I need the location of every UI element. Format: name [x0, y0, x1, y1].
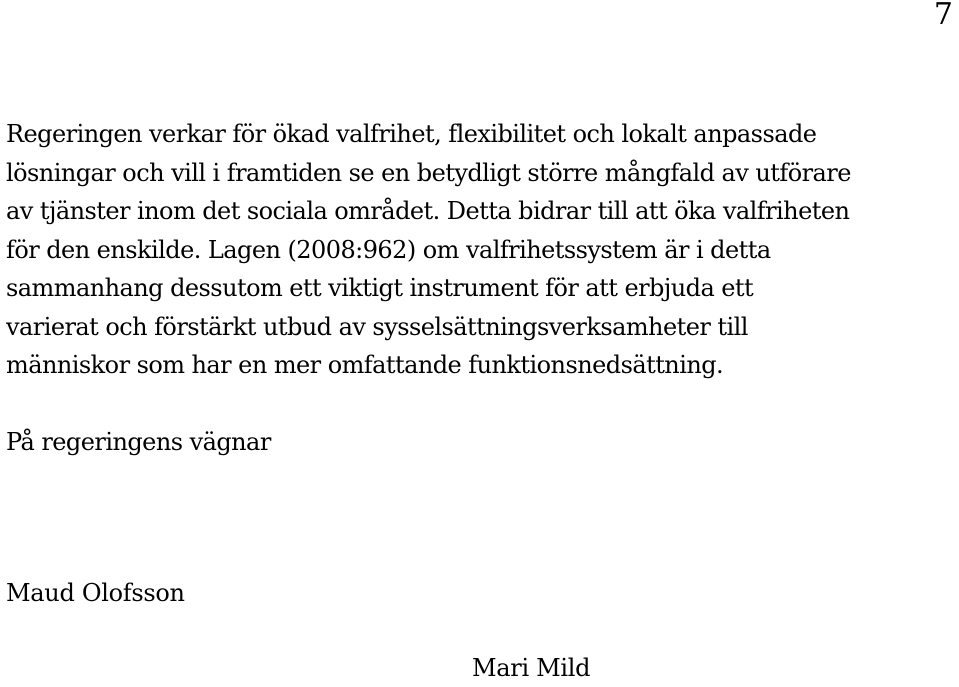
body-line: människor som har en mer omfattande funktionsnedsättning.	[6, 351, 724, 379]
body-line: Regeringen verkar för ökad valfrihet, flexibilitet och lokalt anpassade	[6, 120, 817, 148]
body-line: för den enskilde. Lagen (2008:962) om valfrihetssystem är i detta	[6, 235, 771, 264]
body-line: varierat och förstärkt utbud av sysselsättningsverksamheter till	[6, 312, 748, 341]
page-number: 7	[933, 0, 953, 32]
signatory-minister: Maud Olofsson	[6, 579, 185, 607]
body-paragraph	[6, 115, 956, 385]
closing-phrase: På regeringens vägnar	[6, 428, 271, 456]
body-line: av tjänster inom det sociala området. Detta bidrar till att öka valfriheten	[6, 197, 850, 225]
signatory-official: Mari Mild	[472, 654, 591, 682]
body-line: lösningar och vill i framtiden se en betydligt större mångfald av utförare	[6, 158, 851, 187]
body-line: sammanhang dessutom ett viktigt instrument för att erbjuda ett	[6, 274, 754, 302]
